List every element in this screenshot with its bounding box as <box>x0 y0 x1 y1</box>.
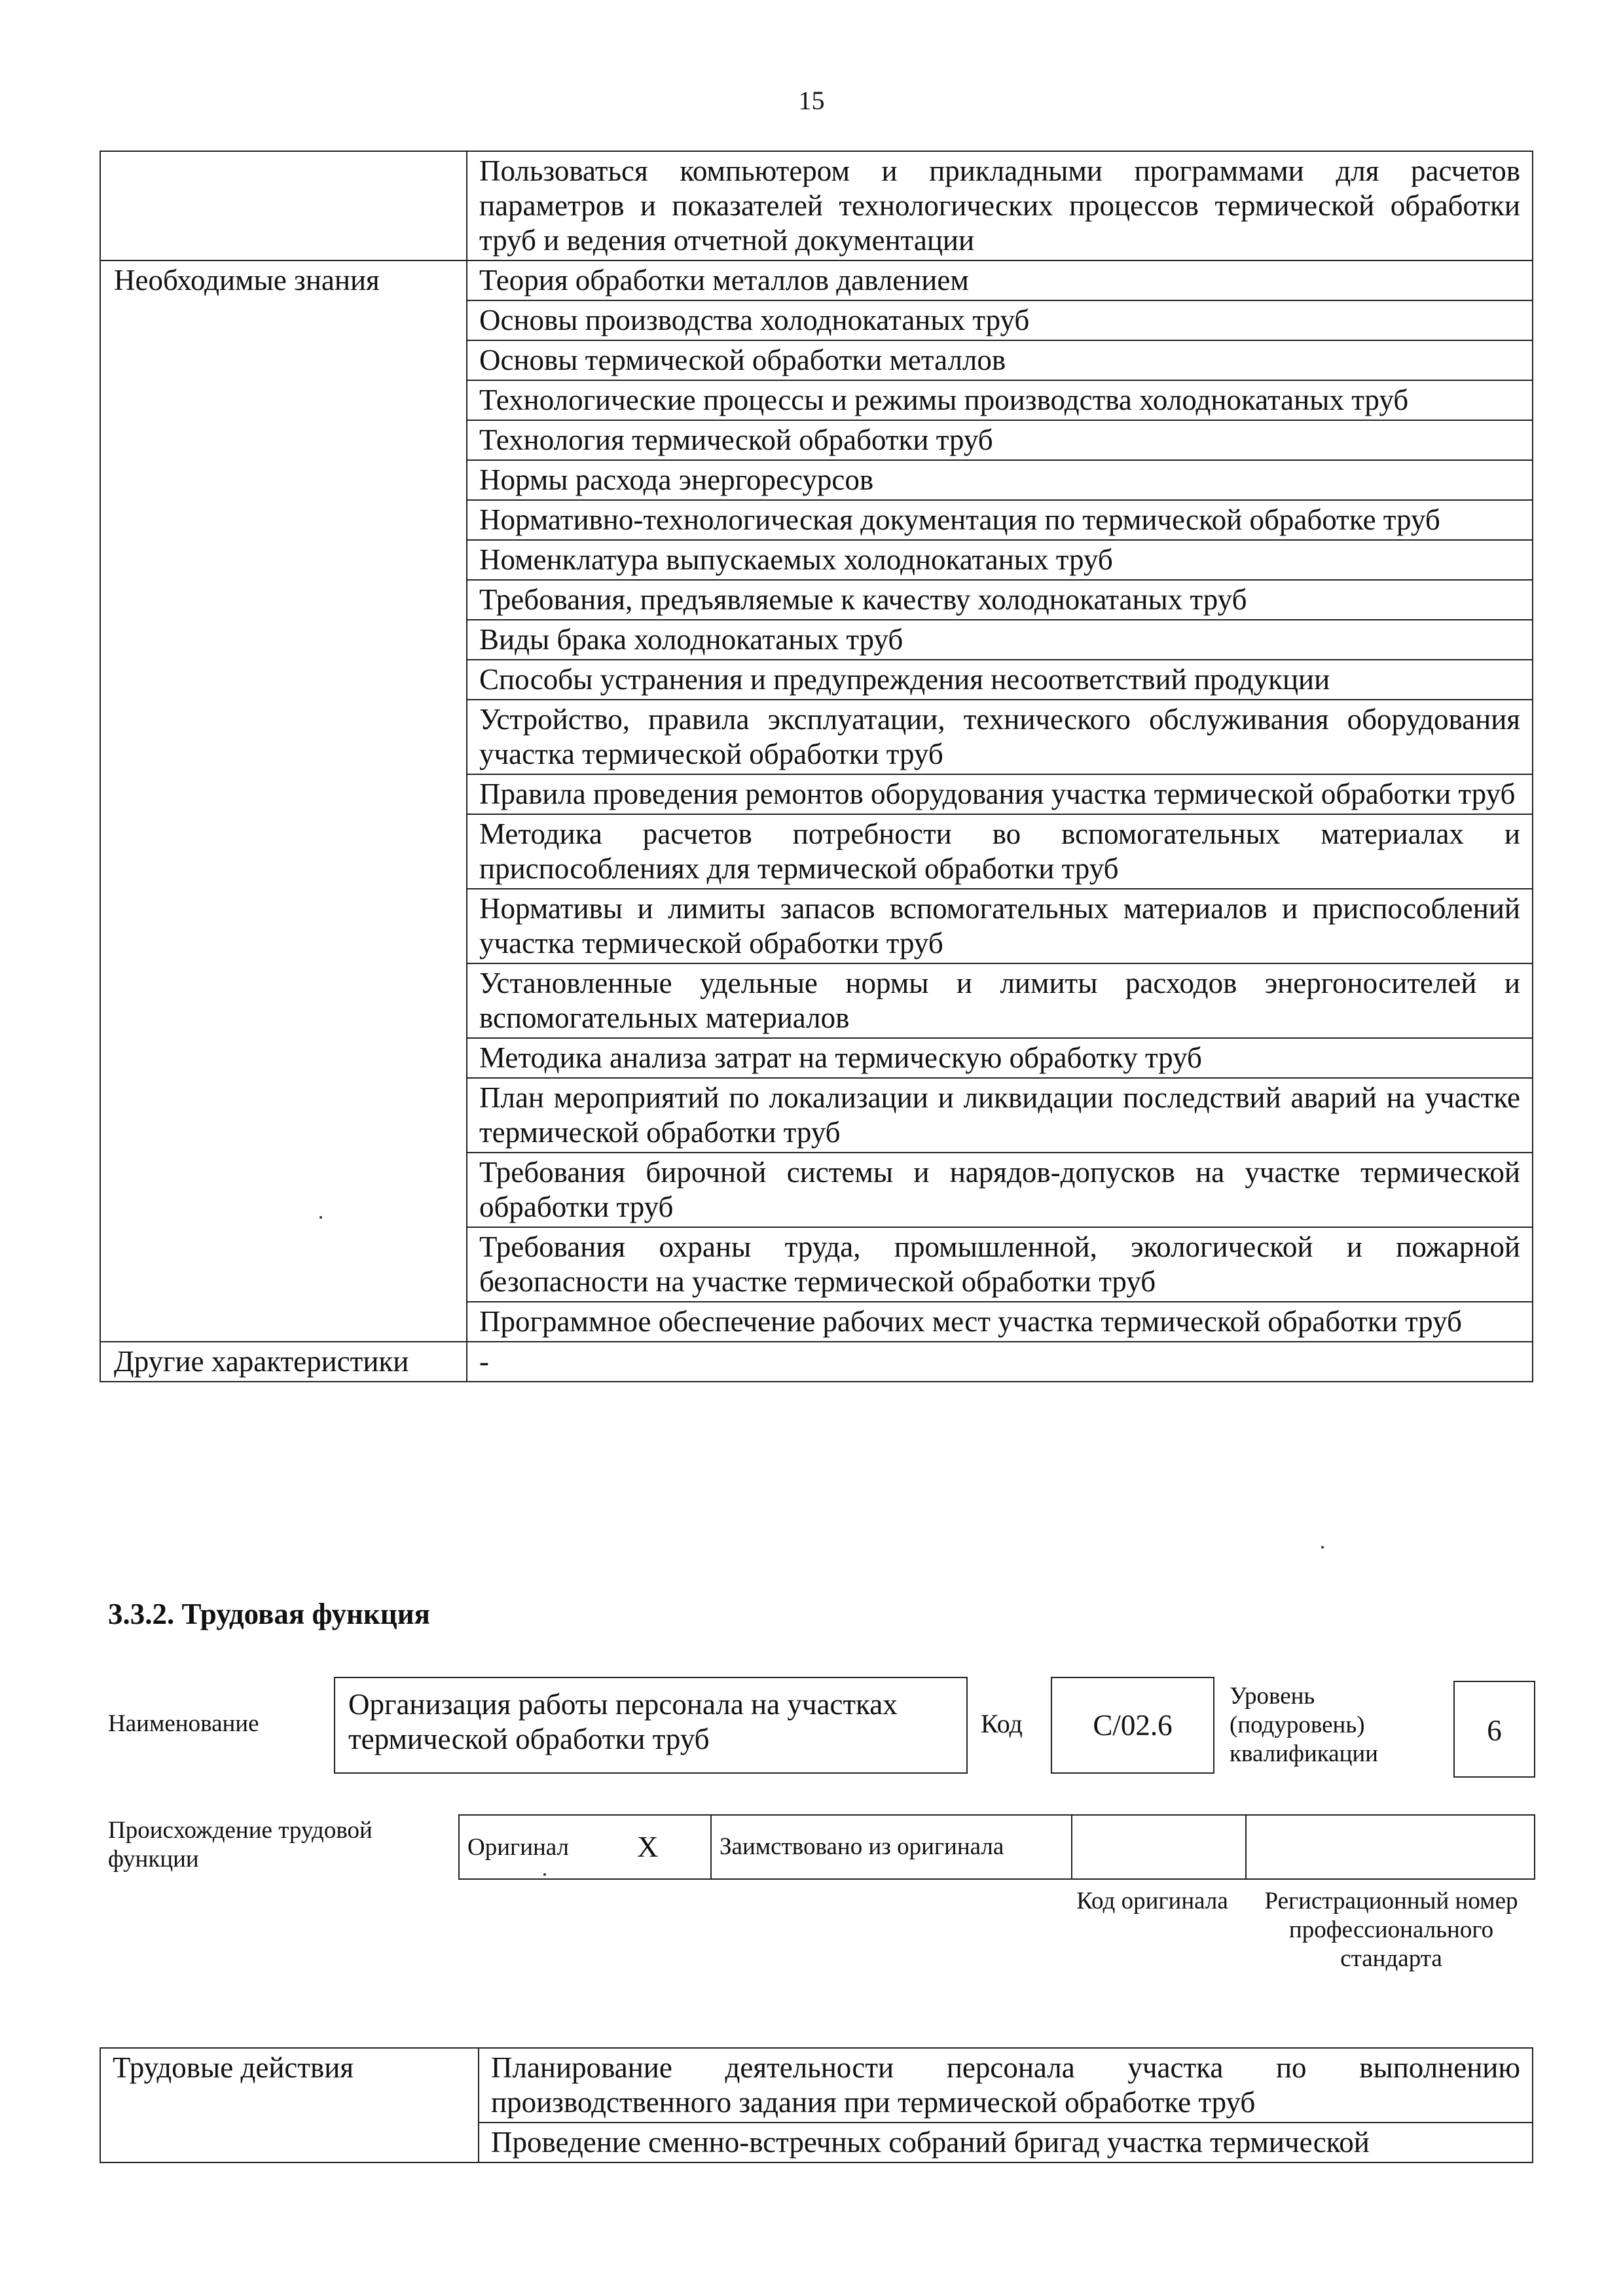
table-cell: Технологические процессы и режимы производства холоднокатаных труб <box>467 380 1533 420</box>
page-number: 15 <box>798 86 825 115</box>
origin-code-cell <box>1072 1815 1246 1879</box>
labor-actions-table <box>100 2047 1533 2163</box>
table-cell: Основы термической обработки металлов <box>467 340 1533 380</box>
table-cell: - <box>467 1342 1533 1382</box>
table-cell: Нормы расхода энергоресурсов <box>467 460 1533 500</box>
table-cell: Требования охраны труда, промышленной, экологической и пожарной безопасности на участке термической обработки труб <box>467 1227 1533 1302</box>
table-cell: Пользоваться компьютером и прикладными программами для расчетов параметров и показателей технологических процессов термической обработки труб и ведения отчетной документации <box>467 151 1533 260</box>
row-label-other: Другие характеристики <box>100 1342 467 1382</box>
table-cell: Нормативно-технологическая документация по термической обработке труб <box>467 500 1533 540</box>
origin-borrowed-cell: Заимствовано из оригинала <box>711 1815 1072 1879</box>
row-label <box>100 151 467 260</box>
code-original-caption: Код оригинала <box>1076 1888 1228 1914</box>
section-title: 3.3.2. Трудовая функция <box>108 1598 431 1630</box>
origin-reg-cell <box>1246 1815 1535 1879</box>
table-cell: Правила проведения ремонтов оборудования участка термической обработки труб <box>467 774 1533 814</box>
table-row <box>100 2048 1533 2123</box>
name-label: Наименование <box>108 1710 259 1737</box>
knowledge-table <box>100 151 1533 1382</box>
table-row <box>459 1815 1535 1879</box>
table-cell: Методика анализа затрат на термическую обработку труб <box>467 1038 1533 1078</box>
table-cell: Номенклатура выпускаемых холоднокатаных труб <box>467 540 1533 580</box>
scan-speck <box>319 1216 322 1219</box>
table-cell: Программное обеспечение рабочих мест участка термической обработки труб <box>467 1302 1533 1342</box>
code-value: C/02.6 <box>1093 1709 1173 1742</box>
name-value-box <box>334 1677 968 1774</box>
table-cell: Требования, предъявляемые к качеству холоднокатаных труб <box>467 580 1533 620</box>
table-row <box>100 1342 1533 1382</box>
origin-table <box>458 1814 1535 1880</box>
table-cell: Основы производства холоднокатаных труб <box>467 300 1533 340</box>
origin-original-cell: Оригинал <box>459 1815 629 1879</box>
scan-speck <box>543 1873 546 1876</box>
row-label-knowledge: Необходимые знания <box>100 260 467 1342</box>
reg-number-caption: Регистрационный номер профессионального стандарта <box>1264 1888 1518 1972</box>
table-cell: Нормативы и лимиты запасов вспомогательных материалов и приспособлений участка термической обработки труб <box>467 889 1533 963</box>
scan-speck <box>1321 1546 1324 1549</box>
code-value-box <box>1051 1677 1214 1774</box>
table-cell: Технология термической обработки труб <box>467 420 1533 460</box>
level-value-box <box>1453 1681 1535 1778</box>
table-row <box>100 260 1533 300</box>
table-cell: Установленные удельные нормы и лимиты расходов энергоносителей и вспомогательных материалов <box>467 963 1533 1038</box>
origin-label: Происхождение трудовой функции <box>108 1817 373 1873</box>
table-cell: Требования бирочной системы и нарядов-допусков на участке термической обработки труб <box>467 1153 1533 1227</box>
table-cell: Проведение сменно-встречных собраний бригад участка термической <box>479 2123 1533 2162</box>
labor-actions-label: Трудовые действия <box>100 2048 479 2162</box>
code-label: Код <box>981 1709 1023 1738</box>
table-cell: План мероприятий по локализации и ликвидации последствий аварий на участке термической обработки труб <box>467 1078 1533 1153</box>
table-cell: Виды брака холоднокатаных труб <box>467 620 1533 660</box>
name-value: Организация работы персонала на участках термической обработки труб <box>348 1688 898 1755</box>
table-cell: Планирование деятельности персонала участка по выполнению производственного задания при термической обработке труб <box>479 2048 1533 2123</box>
level-value: 6 <box>1487 1714 1502 1747</box>
table-row <box>100 151 1533 260</box>
table-cell: Теория обработки металлов давлением <box>467 260 1533 300</box>
table-cell: Методика расчетов потребности во вспомогательных материалах и приспособлениях для термической обработки труб <box>467 814 1533 889</box>
level-label: Уровень (подуровень) квалификации <box>1230 1683 1378 1767</box>
table-cell: Устройство, правила эксплуатации, технического обслуживания оборудования участка термической обработки труб <box>467 700 1533 774</box>
table-cell: Способы устранения и предупреждения несоответствий продукции <box>467 660 1533 700</box>
origin-mark-cell: X <box>629 1815 711 1879</box>
